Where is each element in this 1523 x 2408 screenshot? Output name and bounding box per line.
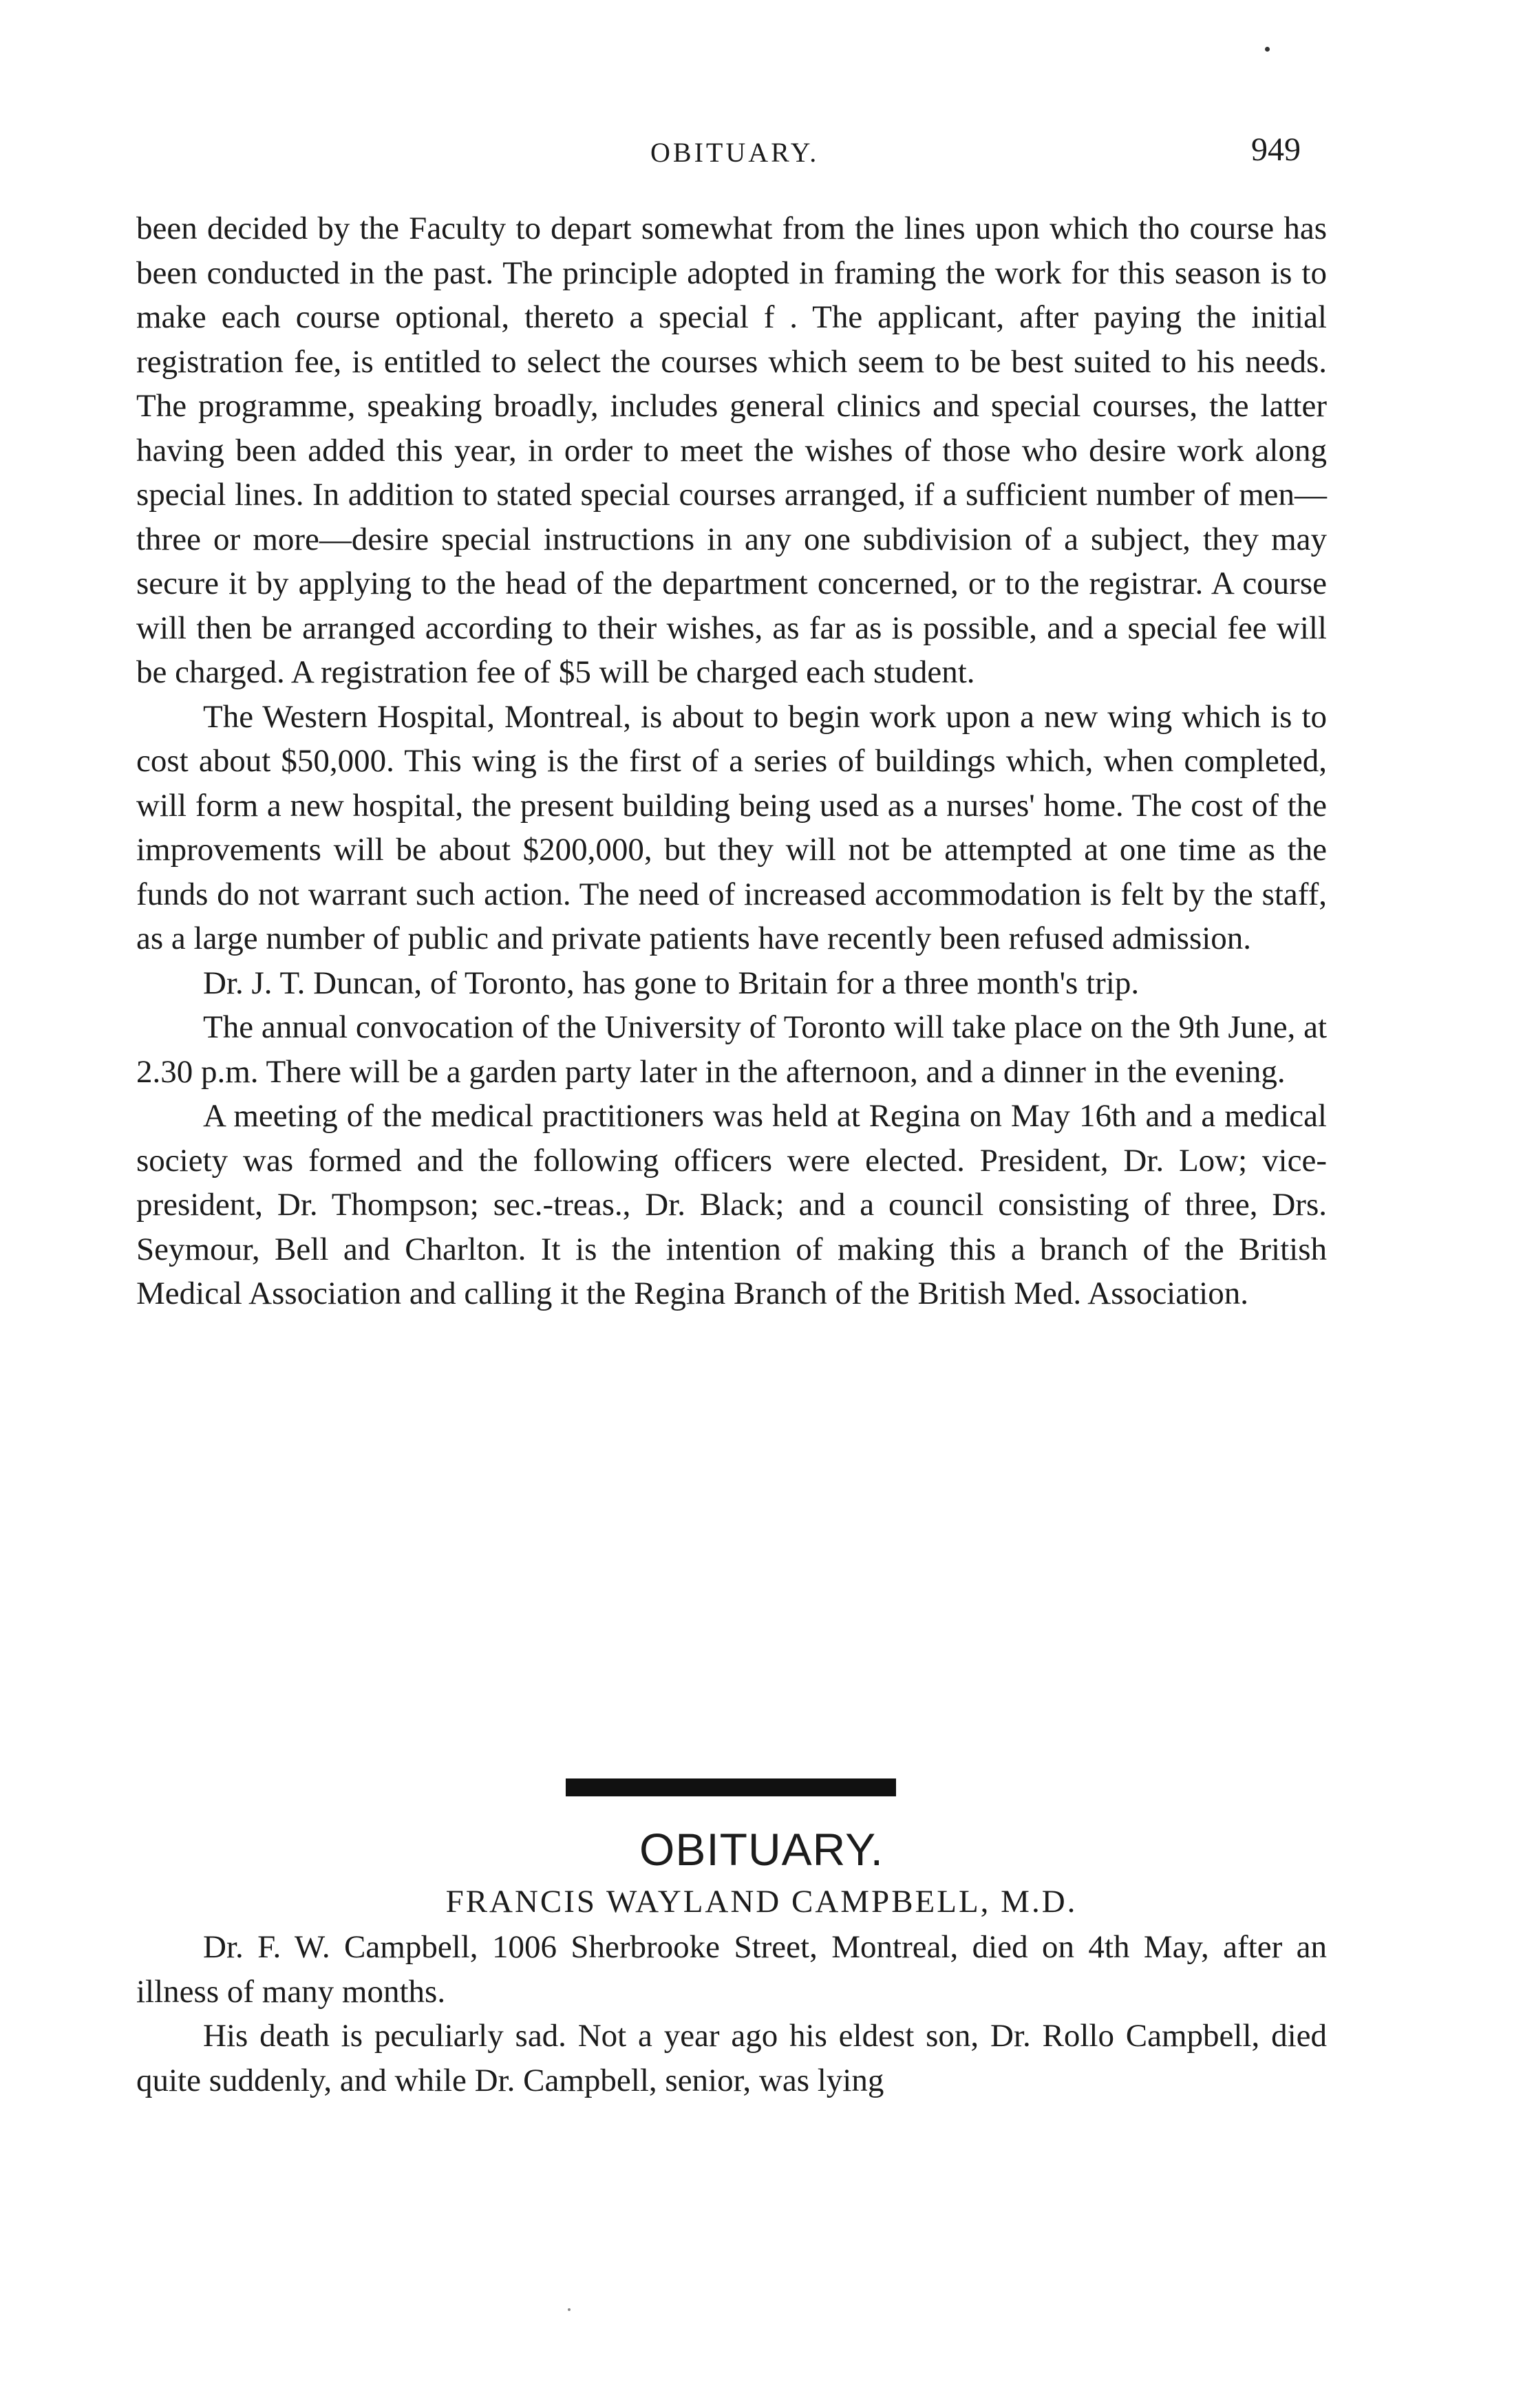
news-paragraph-regina-society: A meeting of the medical practitioners was held at Regina on May 16th and a medical society was formed and the following officers were elected. President, Dr. Low; vice-president, Dr. Thompson; sec.-treas., Dr. Black; and a council consisting of three, Drs. Seymour, Bell and Charlton. It is the intention of making this a branch of the British Medical Association and calling it the Regina Branch of the British Med. Association.	[136, 1098, 1327, 1311]
section-divider-rule	[566, 1778, 896, 1796]
obituary-paragraph-death-notice: Dr. F. W. Campbell, 1006 Sherbrooke Street, Montreal, died on 4th May, after an illness of many months.	[136, 1929, 1327, 2010]
obituary-body	[136, 1925, 1327, 2103]
obituary-paragraph-family: His death is peculiarly sad. Not a year ago his eldest son, Dr. Rollo Campbell, died quite suddenly, and while Dr. Campbell, senior, was lying	[136, 2018, 1327, 2098]
obituary-heading: OBITUARY.	[639, 1824, 884, 1875]
news-paragraph-faculty-courses: been decided by the Faculty to depart somewhat from the lines upon which tho course has been conducted in the past. The principle adopted in framing the work for this season is to make each course optional, thereto a special f . The applicant, after paying the initial registration fee, is entitled to select the courses which seem to be best suited to his needs. The programme, speaking broadly, includes general clinics and special courses, the latter having been added this year, in order to meet the wishes of those who desire work along special lines. In addition to stated special courses arranged, if a sufficient number of men—three or more—desire special instructions in any one subdivision of a subject, they may secure it by applying to the head of the department concerned, or to the registrar. A course will then be arranged according to their wishes, as far as is possible, and a special fee will be charged. A registration fee of $5 will be charged each student.	[136, 211, 1327, 690]
news-paragraph-western-hospital: The Western Hospital, Montreal, is about to begin work upon a new wing which is to cost about $50,000. This wing is the first of a series of buildings which, when completed, will form a new hospital, the present building being used as a nurses' home. The cost of the improvements will be about $200,000, but they will not be attempted at one time as the funds do not warrant such action. The need of increased accommodation is felt by the staff, as a large number of public and private patients have recently been refused admission.	[136, 698, 1327, 956]
news-items-section	[136, 206, 1327, 1316]
obituary-subject-name: FRANCIS WAYLAND CAMPBELL, M.D.	[445, 1884, 1078, 1920]
page-number: 949	[1251, 131, 1301, 168]
news-paragraph-toronto-convocation: The annual convocation of the University of Toronto will take place on the 9th June, at 2.30 p.m. There will be a garden party later in the afternoon, and a dinner in the evening.	[136, 1009, 1327, 1090]
running-title: OBITUARY.	[650, 137, 820, 168]
ink-speck	[568, 2308, 571, 2311]
news-paragraph-duncan-trip: Dr. J. T. Duncan, of Toronto, has gone to Britain for a three month's trip.	[203, 965, 1140, 1001]
ink-speck	[1265, 47, 1270, 52]
